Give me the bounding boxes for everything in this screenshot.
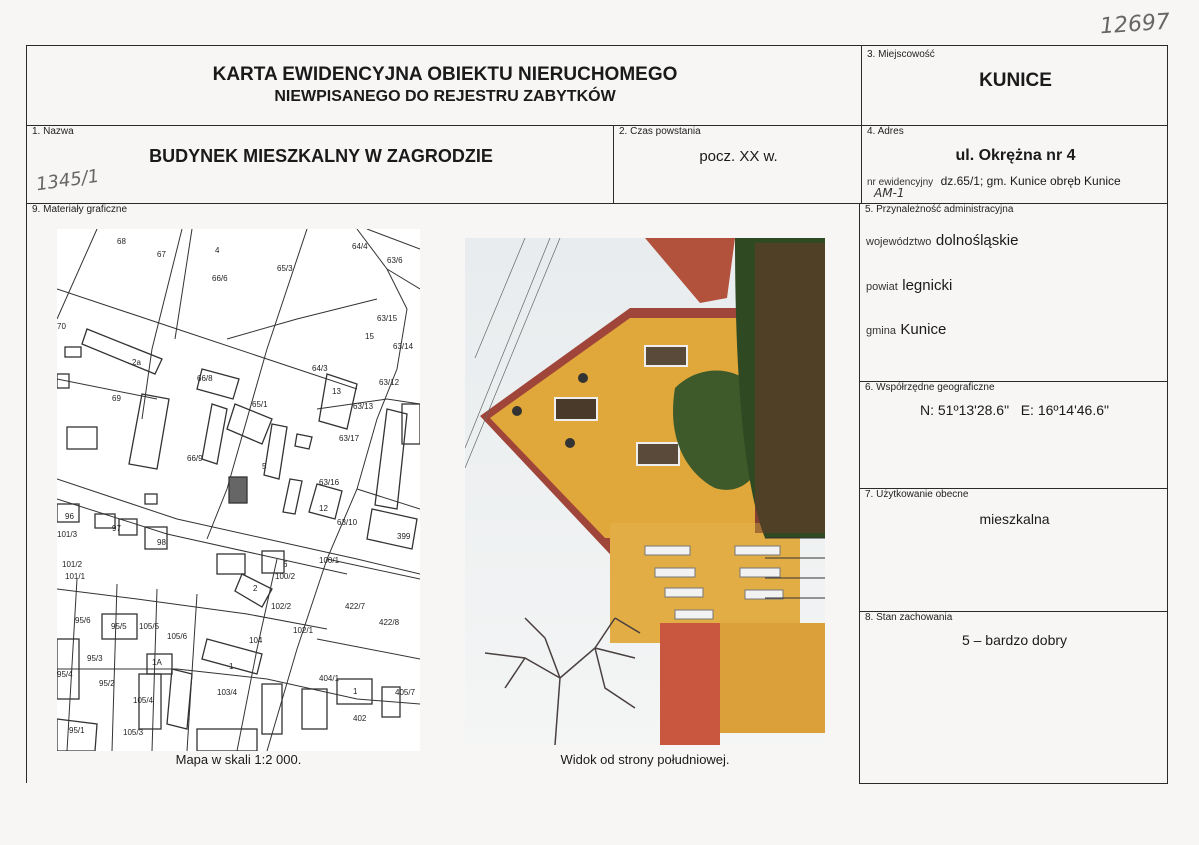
parcel-number-label: 63/12 bbox=[379, 378, 400, 387]
card-title-line2: NIEWPISANEGO DO REJESTRU ZABYTKÓW bbox=[274, 88, 616, 105]
parcel-number-label: 402 bbox=[353, 714, 367, 723]
parcel-number-label: 1A bbox=[152, 658, 162, 667]
voivodeship-prefix: województwo bbox=[866, 236, 932, 248]
locality-value: KUNICE bbox=[979, 70, 1052, 91]
parcel-number-label: 404/1 bbox=[319, 674, 340, 683]
usage-label: 7. Użytkowanie obecne bbox=[865, 489, 969, 500]
locality-label: 3. Miejscowość bbox=[867, 49, 935, 60]
parcel-number-label: 101/1 bbox=[65, 572, 86, 581]
name-cell bbox=[26, 125, 614, 204]
admin-cell bbox=[859, 203, 1168, 382]
address-cell bbox=[861, 125, 1168, 204]
parcel-number-label: 70 bbox=[57, 322, 66, 331]
parcel-number-label: 101/3 bbox=[57, 530, 78, 539]
parcel-number-label: 102/1 bbox=[293, 626, 314, 635]
parcel-number-label: 105/5 bbox=[139, 622, 160, 631]
commune-value: Kunice bbox=[900, 321, 947, 338]
card-title-line1: KARTA EWIDENCYJNA OBIEKTU NIERUCHOMEGO bbox=[212, 64, 678, 85]
parcel-number-label: 95/3 bbox=[87, 654, 103, 663]
handwritten-left-note: 1345/1 bbox=[34, 165, 101, 196]
period-value: pocz. XX w. bbox=[699, 148, 778, 165]
handwritten-address-note: AM-1 bbox=[874, 186, 905, 200]
parcel-number-label: 63/15 bbox=[377, 314, 398, 323]
parcel-number-label: 1 bbox=[353, 687, 358, 696]
parcel-number-label: 15 bbox=[365, 332, 374, 341]
locality-cell bbox=[861, 45, 1168, 126]
address-label: 4. Adres bbox=[867, 126, 904, 137]
photo-caption: Widok od strony południowej. bbox=[560, 752, 730, 767]
commune-prefix: gmina bbox=[866, 325, 896, 337]
parcel-number-label: 1 bbox=[229, 662, 234, 671]
cadastral-map bbox=[57, 229, 420, 751]
parcel-number-label: 63/14 bbox=[393, 342, 414, 351]
coords-value: N: 51º13'28.6" E: 16º14'46.6" bbox=[920, 402, 1109, 418]
registry-prefix: nr ewidencyjny bbox=[867, 177, 934, 188]
coords-cell bbox=[859, 381, 1168, 489]
parcel-number-label: 95/5 bbox=[111, 622, 127, 631]
condition-cell bbox=[859, 611, 1168, 784]
admin-label: 5. Przynależność administracyjna bbox=[865, 204, 1014, 215]
object-name: BUDYNEK MIESZKALNY W ZAGRODZIE bbox=[149, 146, 493, 166]
parcel-number-label: 95/4 bbox=[57, 670, 73, 679]
parcel-number-label: 105/6 bbox=[167, 632, 188, 641]
parcel-number-label: 6 bbox=[283, 560, 288, 569]
condition-label: 8. Stan zachowania bbox=[865, 612, 953, 623]
parcel-number-label: 65/1 bbox=[252, 400, 268, 409]
parcel-number-label: 66/9 bbox=[187, 454, 203, 463]
parcel-number-label: 66/8 bbox=[197, 374, 213, 383]
parcel-number-label: 422/8 bbox=[379, 618, 400, 627]
parcel-number-label: 105/3 bbox=[123, 728, 144, 737]
map-caption: Mapa w skali 1:2 000. bbox=[175, 752, 302, 767]
parcel-number-label: 399 bbox=[397, 532, 411, 541]
parcel-number-label: 13 bbox=[332, 387, 341, 396]
parcel-number-label: 100/2 bbox=[275, 572, 296, 581]
parcel-number-label: 422/7 bbox=[345, 602, 366, 611]
parcel-number-label: 96 bbox=[65, 512, 74, 521]
parcel-number-label: 12 bbox=[319, 504, 328, 513]
parcel-number-label: 104 bbox=[249, 636, 263, 645]
parcel-number-label: 100/1 bbox=[319, 556, 340, 565]
parcel-number-label: 98 bbox=[157, 538, 166, 547]
parcel-number-label: 5 bbox=[262, 462, 267, 471]
parcel-number-label: 63/10 bbox=[337, 518, 358, 527]
parcel-number-label: 105/4 bbox=[133, 696, 154, 705]
parcel-number-label: 95/2 bbox=[99, 679, 115, 688]
parcel-number-label: 64/4 bbox=[352, 242, 368, 251]
parcel-number-label: 66/6 bbox=[212, 274, 228, 283]
handwritten-inventory-number: 12697 bbox=[1099, 9, 1171, 40]
graphics-label: 9. Materiały graficzne bbox=[32, 204, 128, 215]
voivodeship-value: dolnośląskie bbox=[935, 232, 1019, 249]
period-cell bbox=[613, 125, 862, 204]
parcel-number-label: 67 bbox=[157, 250, 166, 259]
usage-value: mieszkalna bbox=[979, 511, 1050, 527]
parcel-number-label: 101/2 bbox=[62, 560, 83, 569]
parcel-number-label: 4 bbox=[215, 246, 220, 255]
title-cell bbox=[26, 45, 862, 126]
parcel-number-label: 63/17 bbox=[339, 434, 360, 443]
building-photo bbox=[465, 238, 825, 745]
parcel-number-label: 97 bbox=[112, 524, 121, 533]
parcel-number-label: 102/2 bbox=[271, 602, 292, 611]
parcel-number-label: 95/6 bbox=[75, 616, 91, 625]
coords-label: 6. Współrzędne geograficzne bbox=[865, 382, 995, 393]
registry-value: dz.65/1; gm. Kunice obręb Kunice bbox=[940, 174, 1121, 188]
county-value: legnicki bbox=[902, 277, 953, 294]
address-value: ul. Okrężna nr 4 bbox=[955, 147, 1076, 164]
parcel-number-label: 68 bbox=[117, 237, 126, 246]
parcel-number-label: 2 bbox=[253, 584, 258, 593]
parcel-number-label: 63/13 bbox=[353, 402, 374, 411]
county-prefix: powiat bbox=[866, 281, 898, 293]
parcel-number-label: 64/3 bbox=[312, 364, 328, 373]
parcel-number-label: 63/6 bbox=[387, 256, 403, 265]
parcel-number-label: 65/3 bbox=[277, 264, 293, 273]
parcel-number-label: 63/16 bbox=[319, 478, 340, 487]
usage-cell bbox=[859, 488, 1168, 612]
condition-value: 5 – bardzo dobry bbox=[961, 632, 1068, 648]
parcel-number-label: 69 bbox=[112, 394, 121, 403]
name-label: 1. Nazwa bbox=[32, 126, 74, 137]
parcel-number-label: 95/1 bbox=[69, 726, 85, 735]
parcel-number-label: 103/4 bbox=[217, 688, 238, 697]
parcel-number-label: 2a bbox=[132, 358, 141, 367]
period-label: 2. Czas powstania bbox=[619, 126, 701, 137]
parcel-number-label: 405/7 bbox=[395, 688, 416, 697]
